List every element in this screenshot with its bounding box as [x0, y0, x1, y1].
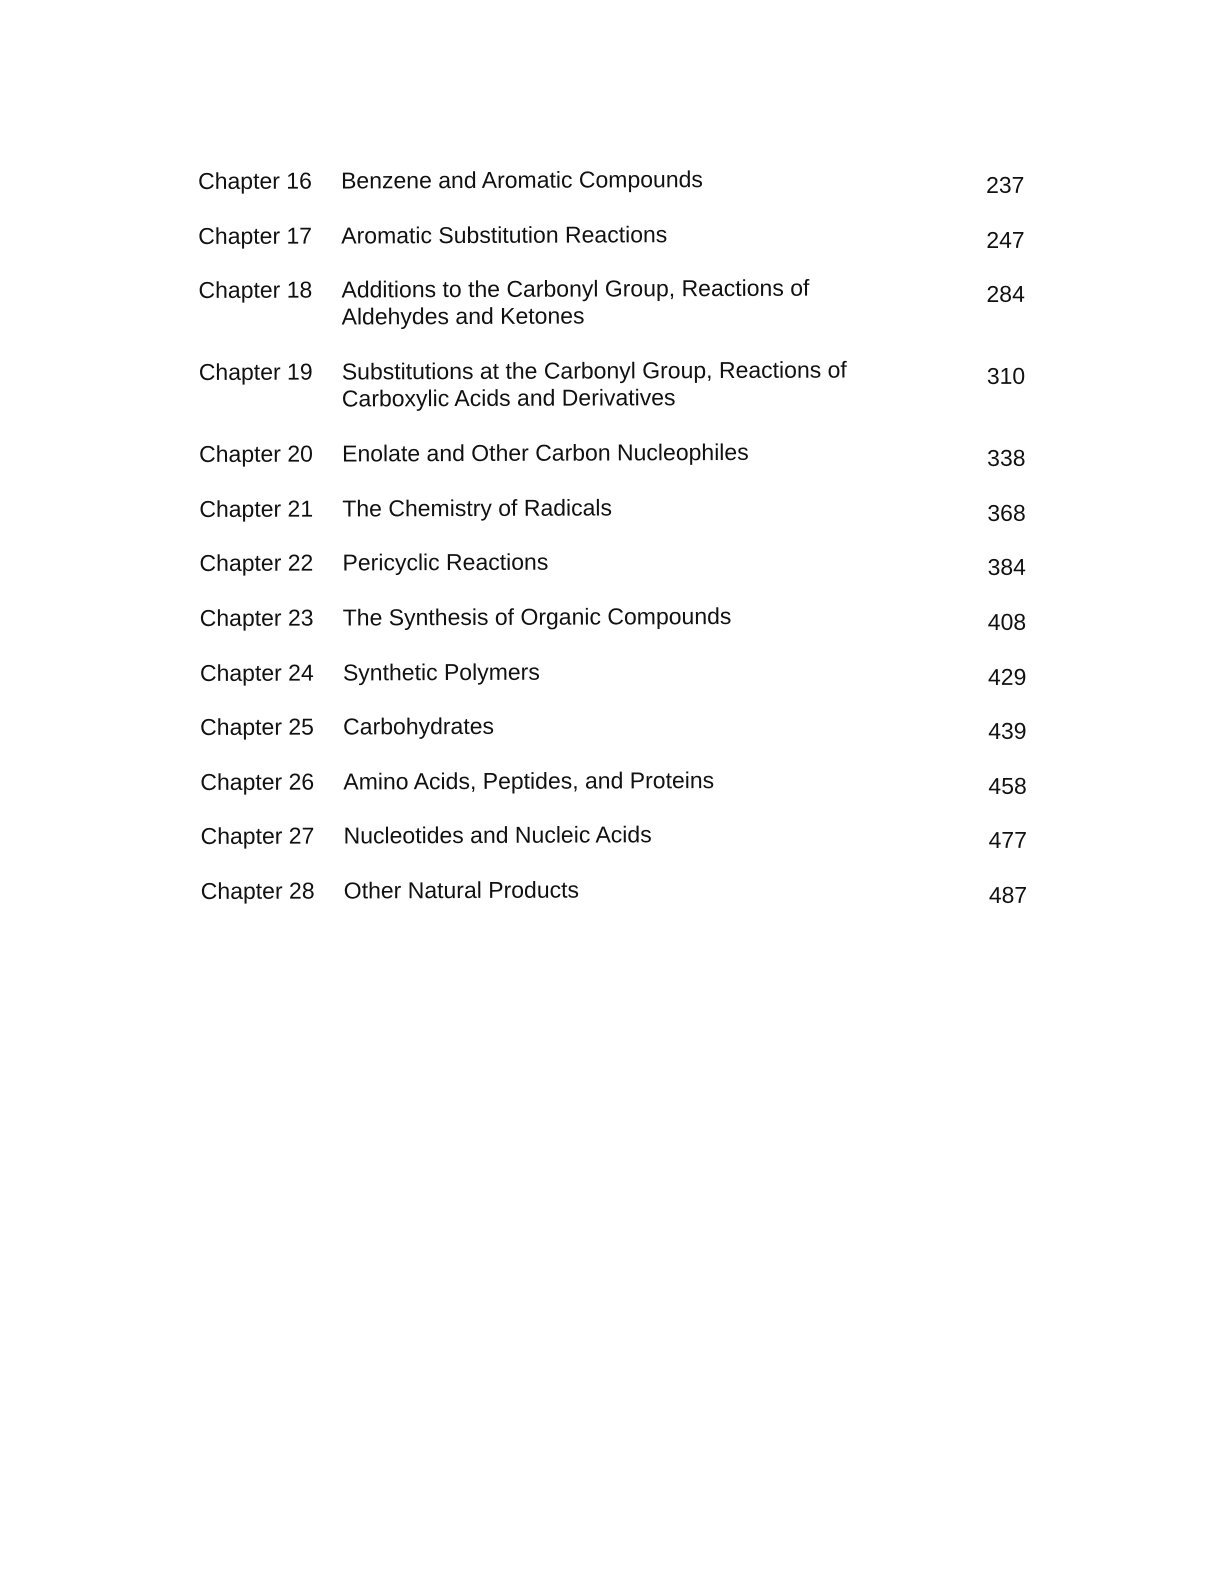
page-number: 429 — [987, 663, 1027, 690]
chapter-title — [341, 274, 986, 330]
chapter-title — [342, 547, 987, 576]
chapter-number: Chapter 16 — [198, 167, 312, 194]
page-number: 408 — [987, 608, 1027, 635]
chapter-title — [342, 493, 987, 522]
chapter-title-line: Nucleotides and Nucleic Acids — [343, 821, 652, 849]
toc-entry — [200, 711, 1040, 769]
toc-entry — [199, 438, 1039, 496]
page-number: 439 — [988, 717, 1027, 745]
chapter-title — [344, 820, 989, 849]
chapter-number: Chapter 26 — [200, 768, 315, 795]
page-number: 368 — [987, 499, 1026, 526]
toc-entry — [199, 547, 1039, 605]
page-number: 487 — [988, 881, 1028, 908]
chapter-number: Chapter 17 — [198, 222, 313, 249]
page-number: 284 — [986, 281, 1025, 308]
toc-entry — [200, 602, 1040, 660]
chapter-title-line: The Chemistry of Radicals — [342, 494, 613, 522]
toc-entry — [198, 165, 1038, 223]
chapter-number: Chapter 24 — [199, 659, 314, 686]
toc-entry — [201, 875, 1041, 933]
chapter-number: Chapter 20 — [199, 440, 313, 468]
chapter-number: Chapter 23 — [199, 604, 314, 631]
chapter-title — [342, 356, 987, 412]
page-number: 477 — [988, 827, 1028, 854]
toc-entry — [198, 219, 1038, 277]
page-number: 384 — [987, 554, 1026, 581]
chapter-title — [343, 711, 988, 740]
chapter-title-line: Amino Acids, Peptides, and Proteins — [343, 766, 715, 795]
chapter-number: Chapter 21 — [199, 495, 314, 522]
chapter-title-line: Enolate and Other Carbon Nucleophiles — [342, 439, 749, 467]
page-number: 338 — [987, 445, 1026, 472]
chapter-number: Chapter 27 — [200, 822, 315, 850]
chapter-title — [343, 602, 988, 631]
page-number: 247 — [986, 226, 1025, 253]
toc-entry — [200, 766, 1040, 824]
chapter-title-line: The Synthesis of Organic Compounds — [342, 602, 732, 631]
chapter-number: Chapter 28 — [200, 877, 315, 904]
chapter-title-line: Aromatic Substitution Reactions — [341, 220, 668, 249]
chapter-title — [344, 875, 989, 904]
chapter-title-line: Benzene and Aromatic Compounds — [340, 166, 703, 194]
chapter-title — [341, 220, 986, 249]
toc-entry — [198, 274, 1038, 359]
toc-entry — [199, 356, 1039, 441]
chapter-title — [343, 766, 988, 795]
chapter-title-line: Substitutions at the Carbonyl Group, Reactions of — [341, 356, 847, 385]
chapter-title-line: Synthetic Polymers — [342, 658, 540, 686]
page-number: 237 — [986, 171, 1025, 198]
chapter-title-line: Carbohydrates — [343, 713, 495, 740]
chapter-title-line: Carboxylic Acids and Derivatives — [341, 384, 676, 412]
page-number: 310 — [986, 363, 1026, 390]
chapter-title-line: Aldehydes and Ketones — [341, 302, 585, 330]
chapter-title-line: Additions to the Carbonyl Group, Reactions of — [341, 274, 810, 303]
chapter-number: Chapter 22 — [199, 549, 314, 577]
chapter-title-line: Other Natural Products — [343, 876, 580, 904]
toc-entry — [199, 493, 1039, 551]
table-of-contents — [198, 165, 1041, 933]
chapter-number: Chapter 18 — [198, 276, 313, 304]
chapter-title — [342, 438, 987, 467]
page-number: 458 — [988, 772, 1027, 799]
chapter-title — [343, 657, 988, 686]
chapter-title — [341, 165, 986, 194]
toc-entry — [200, 656, 1040, 714]
chapter-number: Chapter 19 — [198, 358, 313, 386]
chapter-number: Chapter 25 — [200, 713, 315, 741]
toc-entry — [201, 820, 1041, 878]
chapter-title-line: Pericyclic Reactions — [342, 549, 549, 576]
